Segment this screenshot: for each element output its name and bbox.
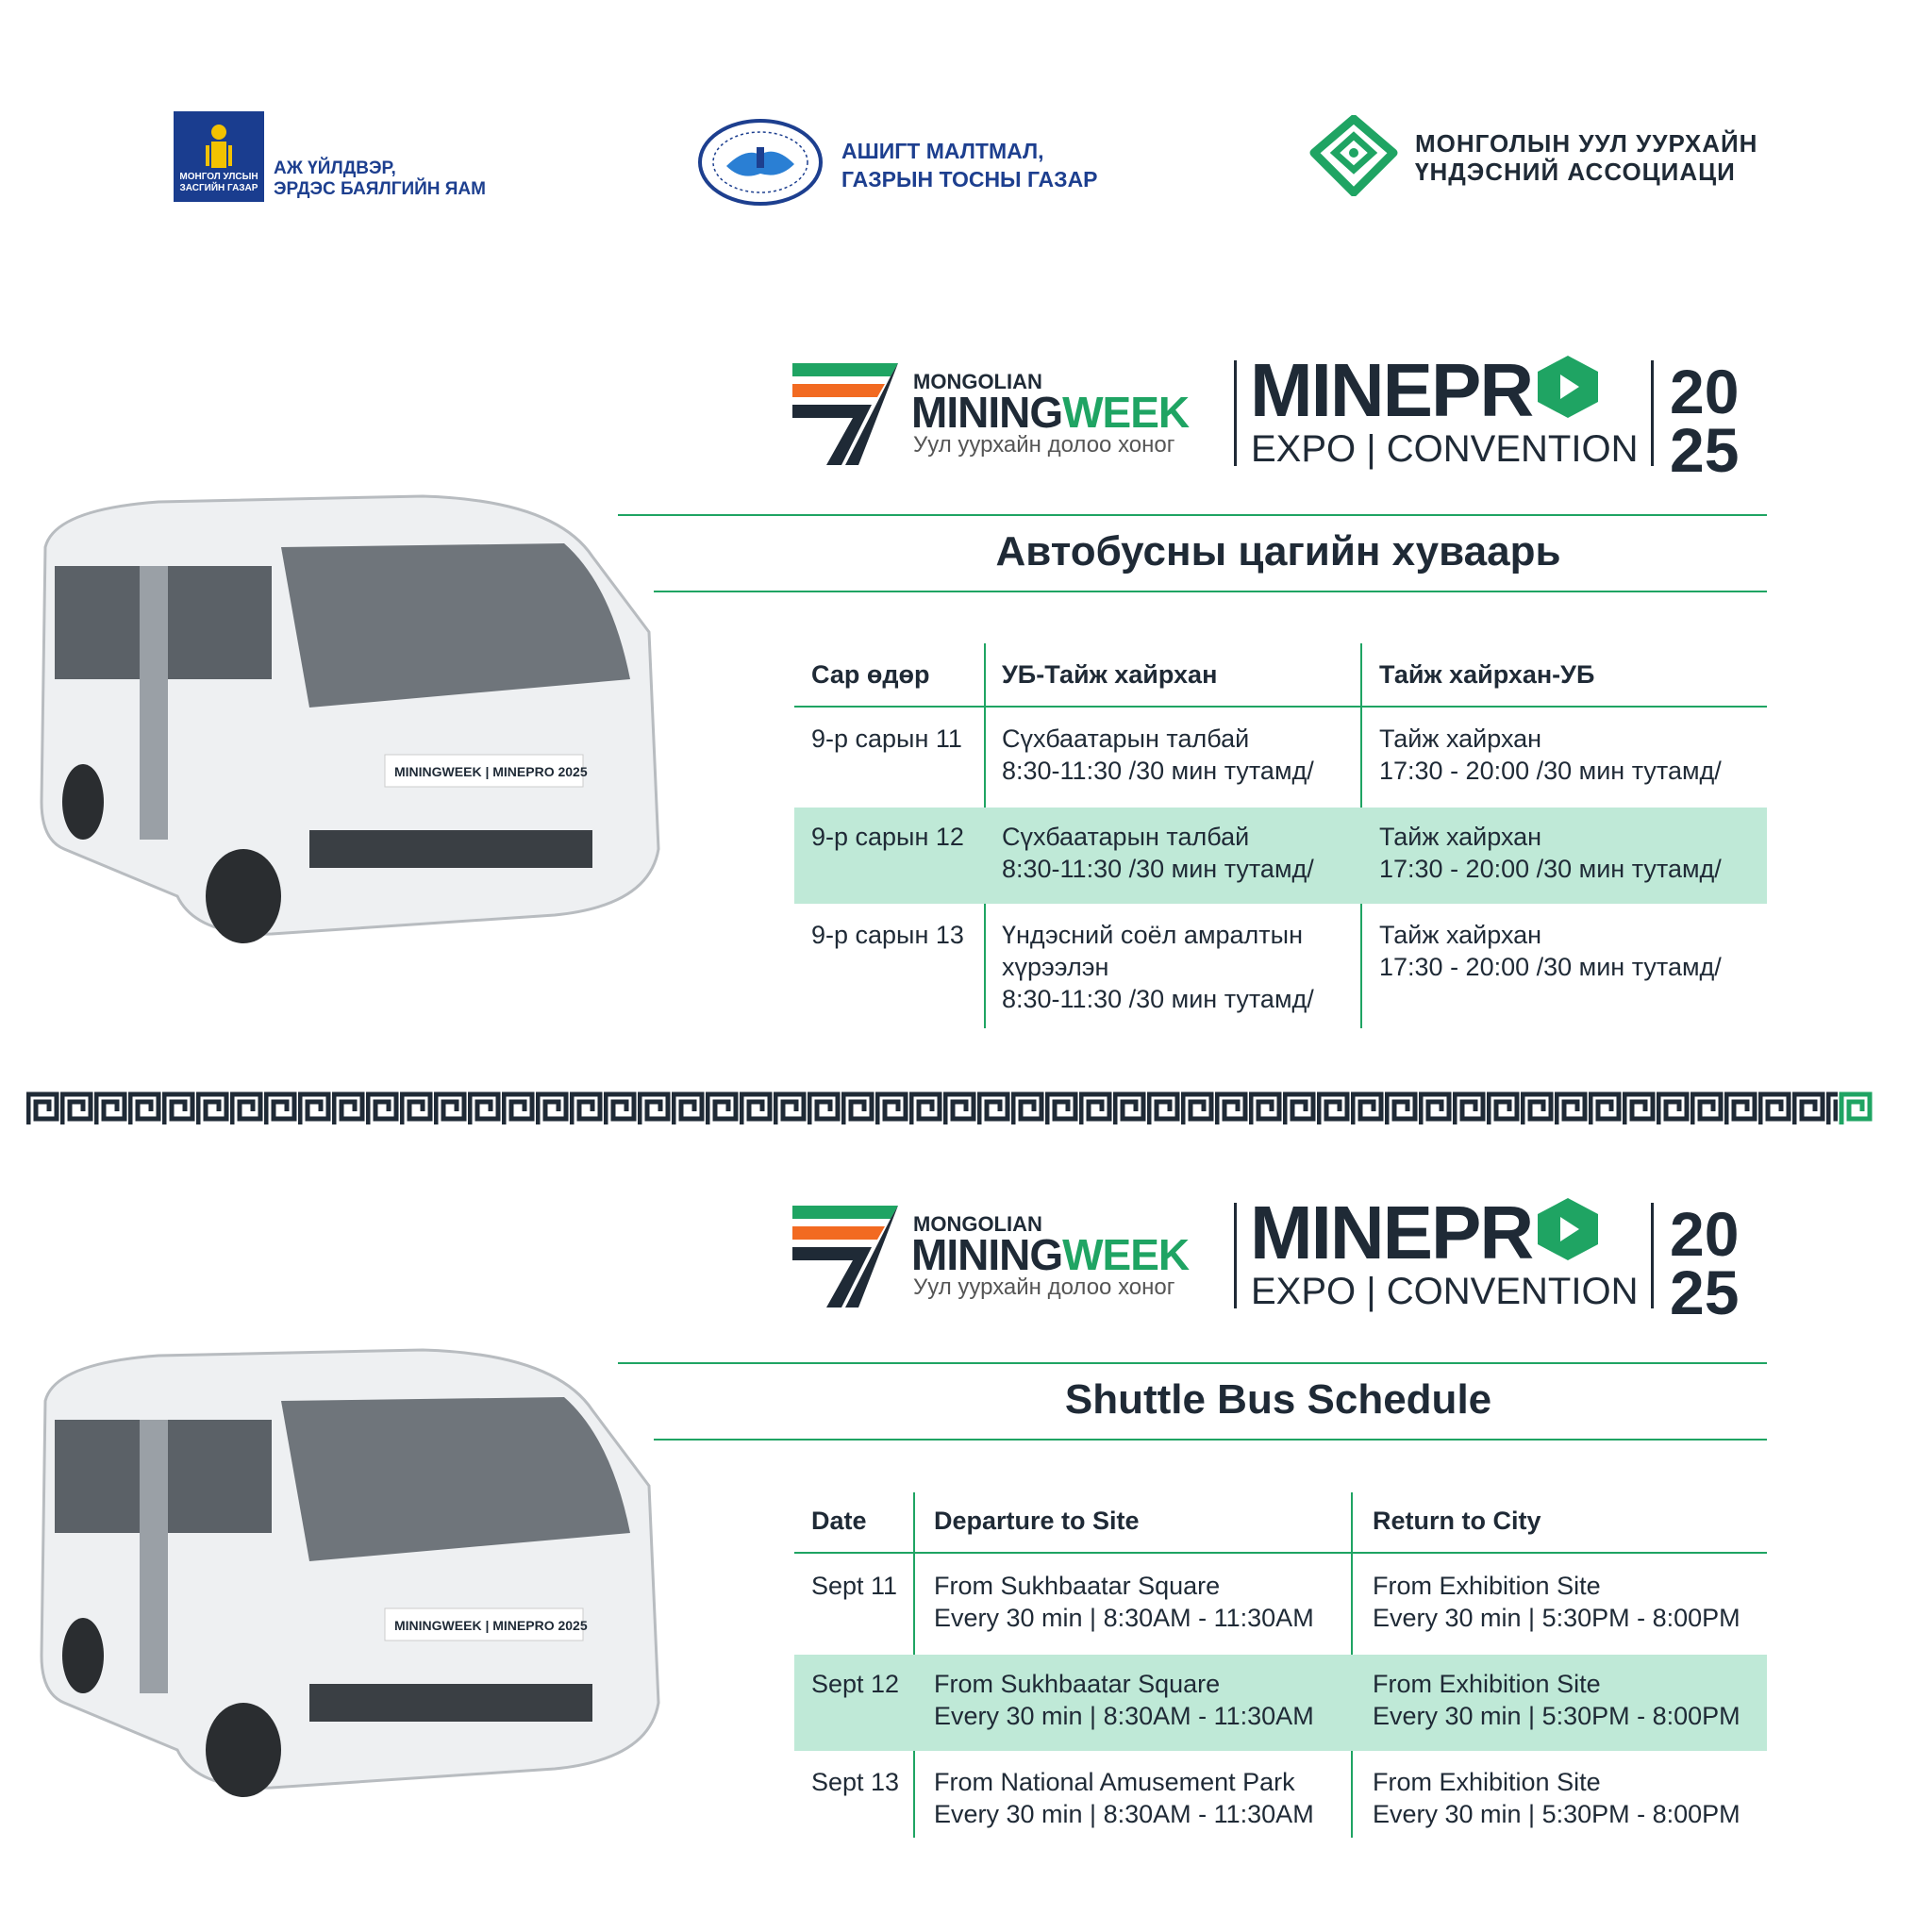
ministry-name: АЖ ҮЙЛДВЭР, ЭРДЭС БАЯЛГИЙН ЯАМ bbox=[274, 158, 486, 199]
mn-row1-date: 9-р сарын 11 bbox=[811, 724, 962, 753]
mrpam-name: АШИГТ МАЛТМАЛ, ГАЗРЫН ТОСНЫ ГАЗАР bbox=[841, 139, 1098, 192]
mn-row3-return: Тайж хайрхан 17:30 - 20:00 /30 мин тутамд/ bbox=[1379, 921, 1722, 981]
mn-row2-departure: Сүхбаатарын талбай 8:30-11:30 /30 мин тутамд/ bbox=[1002, 823, 1314, 883]
mn-row3-departure: Үндэсний соёл амралтын хүрээлэн 8:30-11:30 /30 мин тутамд/ bbox=[1002, 921, 1314, 1013]
en-row2-return: From Exhibition Site Every 30 min | 5:30PM - 8:00PM bbox=[1373, 1670, 1740, 1730]
mn-header-return: Тайж хайрхан-УБ bbox=[1379, 660, 1595, 689]
mnma-name: МОНГОЛЫН УУЛ УУРХАЙН ҮНДЭСНИЙ АССОЦИАЦИ bbox=[1415, 129, 1758, 186]
expo-convention-label: EXPO | CONVENTION bbox=[1251, 1271, 1639, 1312]
meander-divider bbox=[26, 1091, 1875, 1128]
mn-header-rule bbox=[794, 706, 1767, 708]
en-row1-date: Sept 11 bbox=[811, 1572, 898, 1600]
schedule-title-mn: Автобусны цагийн хуваарь bbox=[995, 528, 1561, 575]
mrpam-seal-logo bbox=[698, 119, 823, 206]
en-row1-departure: From Sukhbaatar Square Every 30 min | 8:30AM - 11:30AM bbox=[934, 1572, 1314, 1632]
mining-week-label: MININGWEEK bbox=[911, 1230, 1190, 1279]
mn-row3-date: 9-р сарын 13 bbox=[811, 921, 964, 949]
mongolian-label: MONGOLIAN bbox=[913, 1212, 1042, 1236]
mongolian-label: MONGOLIAN bbox=[913, 370, 1042, 393]
mining-week-subtitle: Уул уурхайн долоо хоног bbox=[913, 432, 1175, 458]
expo-convention-label: EXPO | CONVENTION bbox=[1251, 428, 1639, 470]
table-row bbox=[794, 906, 1767, 1028]
table-row bbox=[794, 709, 1767, 806]
title-rule-bottom bbox=[654, 591, 1767, 592]
gov-emblem-label: МОНГОЛ УЛСЫН ЗАСГИЙН ГАЗАР bbox=[179, 172, 258, 193]
mn-row2-date: 9-р сарын 12 bbox=[811, 823, 964, 851]
hexagon-o-icon bbox=[1534, 1196, 1602, 1262]
en-row2-departure: From Sukhbaatar Square Every 30 min | 8:30AM - 11:30AM bbox=[934, 1670, 1314, 1730]
title-rule-bottom bbox=[654, 1439, 1767, 1441]
mining-week-subtitle: Уул уурхайн долоо хоног bbox=[913, 1274, 1175, 1300]
mn-row1-departure: Сүхбаатарын талбай 8:30-11:30 /30 мин тутамд/ bbox=[1002, 724, 1314, 785]
year-divider bbox=[1651, 1203, 1654, 1308]
table-row bbox=[794, 1655, 1767, 1751]
logo-divider bbox=[1234, 1203, 1237, 1308]
minepro-label: MINEPR bbox=[1250, 347, 1602, 434]
title-rule-top bbox=[618, 514, 1767, 516]
bus-image bbox=[26, 1344, 668, 1816]
table-row bbox=[794, 1753, 1767, 1849]
mn-header-date: Сар өдөр bbox=[811, 660, 930, 689]
logo-divider bbox=[1234, 360, 1237, 466]
year-label: 20 25 bbox=[1670, 357, 1740, 485]
en-row3-return: From Exhibition Site Every 30 min | 5:30PM - 8:00PM bbox=[1373, 1768, 1740, 1828]
year-label: 20 25 bbox=[1670, 1199, 1740, 1327]
en-header-return: Return to City bbox=[1373, 1507, 1541, 1535]
table-row bbox=[794, 1557, 1767, 1653]
mining-week-label: MININGWEEK bbox=[911, 388, 1190, 437]
year-divider bbox=[1651, 360, 1654, 466]
mn-row2-return: Тайж хайрхан 17:30 - 20:00 /30 мин тутамд/ bbox=[1379, 823, 1722, 883]
en-header-date: Date bbox=[811, 1507, 867, 1535]
mnma-logo bbox=[1307, 115, 1401, 196]
en-row1-return: From Exhibition Site Every 30 min | 5:30PM - 8:00PM bbox=[1373, 1572, 1740, 1632]
title-rule-top bbox=[618, 1362, 1767, 1364]
en-header-departure: Departure to Site bbox=[934, 1507, 1140, 1535]
en-row3-date: Sept 13 bbox=[811, 1768, 900, 1796]
svg-text:MININGWEEK | MINEPRO 2025: MININGWEEK | MINEPRO 2025 bbox=[394, 1618, 588, 1633]
en-row3-departure: From National Amusement Park Every 30 min | 8:30AM - 11:30AM bbox=[934, 1768, 1314, 1828]
bus-image bbox=[26, 491, 668, 962]
minepro-label: MINEPR bbox=[1250, 1190, 1602, 1276]
en-row2-date: Sept 12 bbox=[811, 1670, 900, 1698]
mining-week-7-logo bbox=[792, 1206, 906, 1309]
mining-week-7-logo bbox=[792, 363, 906, 467]
svg-text:MININGWEEK | MINEPRO 2025: MININGWEEK | MINEPRO 2025 bbox=[394, 764, 588, 779]
hexagon-o-icon bbox=[1534, 354, 1602, 420]
table-row bbox=[794, 808, 1767, 904]
mn-row1-return: Тайж хайрхан 17:30 - 20:00 /30 мин тутамд/ bbox=[1379, 724, 1722, 785]
en-header-rule bbox=[794, 1552, 1767, 1554]
mn-header-departure: УБ-Тайж хайрхан bbox=[1002, 660, 1218, 689]
schedule-title-en: Shuttle Bus Schedule bbox=[1064, 1376, 1492, 1423]
